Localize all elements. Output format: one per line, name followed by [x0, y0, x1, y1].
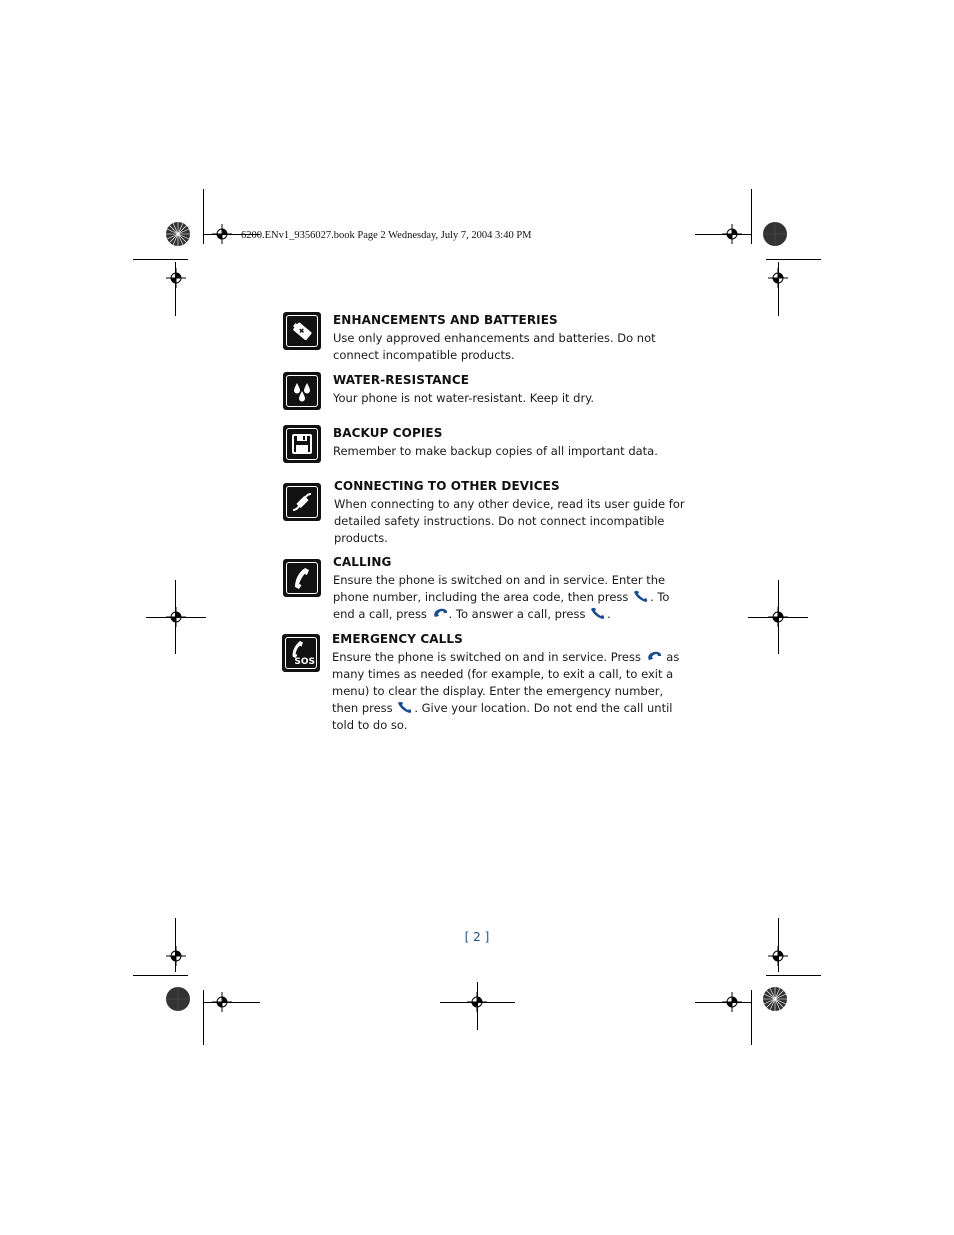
- section-body: [333, 572, 685, 623]
- star-target-icon: [165, 221, 191, 247]
- section-title: BACKUP COPIES: [333, 426, 443, 440]
- crop-mark: [133, 259, 188, 260]
- crop-mark: [778, 918, 779, 972]
- water-drops-icon: [283, 372, 321, 410]
- crop-mark: [133, 975, 188, 976]
- crop-mark: [203, 1002, 260, 1003]
- crop-mark: [175, 262, 176, 316]
- crop-mark: [477, 982, 478, 1030]
- section-body-text: . Give your location. Do not end the call until told to do so.: [332, 701, 673, 732]
- crop-mark: [203, 990, 204, 1045]
- section-body-text: Ensure the phone is switched on and in service. Enter the phone number, including the area code, then press: [333, 573, 666, 604]
- crop-mark: [751, 990, 752, 1045]
- star-target-icon: [165, 986, 191, 1012]
- end-key-icon: [431, 607, 449, 619]
- section-title: ENHANCEMENTS AND BATTERIES: [333, 313, 558, 327]
- call-key-icon: [396, 701, 414, 713]
- star-target-icon: [762, 221, 788, 247]
- section-body: When connecting to any other device, read its user guide for detailed safety instructions. Do not connect incompatible products.: [334, 497, 685, 545]
- section-body: Remember to make backup copies of all important data.: [333, 444, 658, 458]
- section-body: Your phone is not water-resistant. Keep it dry.: [333, 391, 595, 405]
- section-body: Use only approved enhancements and batteries. Do not connect incompatible products.: [333, 331, 656, 362]
- star-target-icon: [762, 986, 788, 1012]
- section-title: CALLING: [333, 555, 392, 569]
- crop-mark: [146, 617, 206, 618]
- end-key-icon: [645, 650, 663, 662]
- registration-mark-icon: [166, 946, 186, 966]
- crop-mark: [695, 234, 752, 235]
- section-title: CONNECTING TO OTHER DEVICES: [334, 479, 560, 493]
- crop-mark: [203, 189, 204, 244]
- sos-phone-icon: [282, 634, 320, 672]
- call-key-icon: [632, 590, 650, 602]
- print-slug: 6200.ENv1_9356027.book Page 2 Wednesday, July 7, 2004 3:40 PM: [241, 230, 532, 241]
- registration-mark-icon: [166, 268, 186, 288]
- floppy-disk-icon: [283, 425, 321, 463]
- sos-label: SOS: [294, 657, 315, 667]
- section-body-text: as many times as needed (for example, to exit a call, to exit a menu) to clear the display. Enter the emergency number, then press: [332, 650, 680, 715]
- page-number: [ 2 ]: [464, 930, 490, 944]
- section-title: EMERGENCY CALLS: [332, 632, 463, 646]
- section-body-text: . To answer a call, press: [448, 607, 590, 621]
- battery-icon: [283, 312, 321, 350]
- crop-mark: [766, 975, 821, 976]
- crop-mark: [778, 262, 779, 316]
- crop-mark: [695, 1002, 752, 1003]
- crop-mark: [778, 580, 779, 654]
- crop-mark: [175, 918, 176, 972]
- crop-mark: [751, 189, 752, 244]
- section-body-text: . To end a call, press: [333, 590, 670, 621]
- section-body: [332, 649, 684, 734]
- section-body-text: .: [607, 607, 611, 621]
- crop-mark: [766, 259, 821, 260]
- section-title: WATER-RESISTANCE: [333, 373, 470, 387]
- connector-plug-icon: [283, 483, 321, 521]
- crop-mark: [175, 580, 176, 654]
- call-key-icon: [589, 607, 607, 619]
- phone-handset-icon: [283, 559, 321, 597]
- section-body-text: Ensure the phone is switched on and in service. Press: [332, 650, 645, 664]
